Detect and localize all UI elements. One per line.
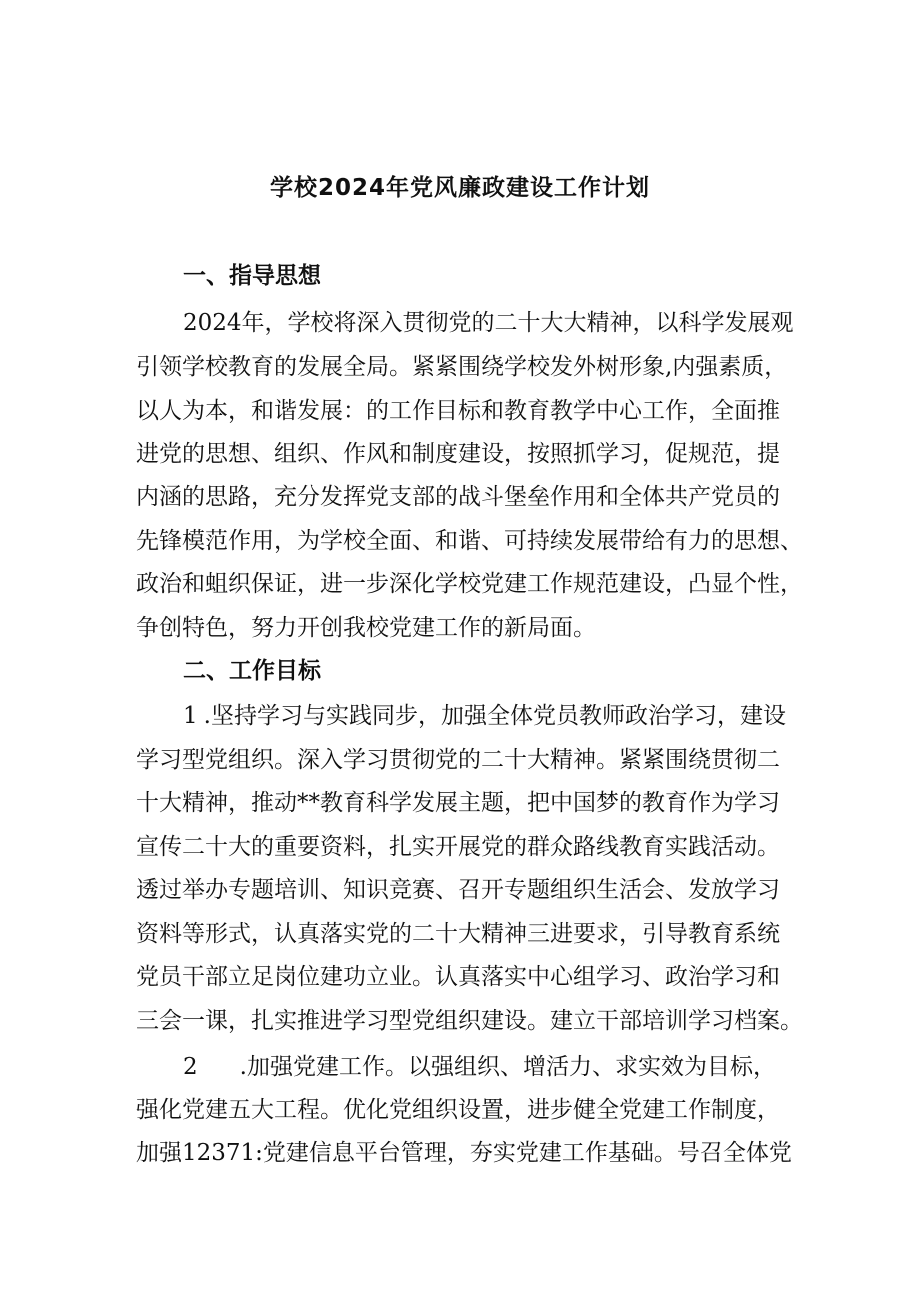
list-item-number: 2 bbox=[183, 1054, 198, 1080]
paragraph-line: 强化党建五大工程。优化党组织设置，进步健全党建工作制度， bbox=[136, 1097, 780, 1123]
list-item-text: .坚持学习与实践同步，加强全体党员教师政治学习，建设 bbox=[203, 703, 786, 729]
paragraph-line: 三会一课，扎实推进学习型党组织建设。建立干部培训学习档案。 bbox=[136, 1008, 803, 1034]
paragraph-line: 引领学校教育的发展全局。紧紧围绕学校发外树形象,内强素质， bbox=[136, 354, 788, 380]
paragraph-line: 进党的思想、组织、作风和制度建设，按照抓学习，促规范，提 bbox=[136, 441, 780, 467]
paragraph-line: 内涵的思路，充分发挥党支部的战斗堡垒作用和全体共产党员的 bbox=[136, 484, 780, 510]
paragraph-line: 加强12371:党建信息平台管理，夯实党建工作基础。号召全体党 bbox=[136, 1140, 792, 1166]
paragraph-line: 宣传二十大的重要资料，扎实开展党的群众路线教育实践活动。 bbox=[136, 834, 780, 860]
section-heading-work-goals: 二、工作目标 bbox=[183, 658, 321, 684]
paragraph-line: 透过举办专题培训、知识竞赛、召开专题组织生活会、发放学习 bbox=[136, 877, 780, 903]
paragraph-line: 十大精神，推动**教育科学发展主题，把中国梦的教育作为学习 bbox=[136, 790, 780, 816]
paragraph-line: 争创特色，努力开创我校党建工作的新局面。 bbox=[136, 615, 596, 641]
document-title: 学校2024年党风廉政建设工作计划 bbox=[269, 175, 650, 201]
paragraph-line: 政治和蛆织保证，进一步深化学校党建工作规范建设，凸显个性， bbox=[136, 571, 803, 597]
paragraph-line: 学习型党组织。深入学习贯彻党的二十大精神。紧紧围绕贯彻二 bbox=[136, 747, 780, 773]
paragraph-line: 党员干部立足岗位建功立业。认真落实中心组学习、政治学习和 bbox=[136, 964, 780, 990]
list-item-first-line bbox=[183, 700, 786, 732]
list-item-number: 1 bbox=[183, 703, 198, 729]
section-heading-guiding-ideology: 一、指导思想 bbox=[183, 263, 321, 289]
paragraph-line: 2024年，学校将深入贯彻党的二十大大精神，以科学发展观 bbox=[183, 310, 794, 336]
paragraph-line: 以人为本，和谐发展：的工作目标和教育教学中心工作，全面推 bbox=[136, 398, 780, 424]
paragraph-line: 先锋模范作用，为学校全面、和谐、可持续发展带给有力的思想、 bbox=[136, 528, 803, 554]
paragraph-line: 资料等形式，认真落实党的二十大精神三进要求，引导教育系统 bbox=[136, 921, 780, 947]
list-item-first-line bbox=[183, 1051, 776, 1083]
list-item-text: .加强党建工作。以强组织、增活力、求实效为目标， bbox=[239, 1054, 776, 1080]
